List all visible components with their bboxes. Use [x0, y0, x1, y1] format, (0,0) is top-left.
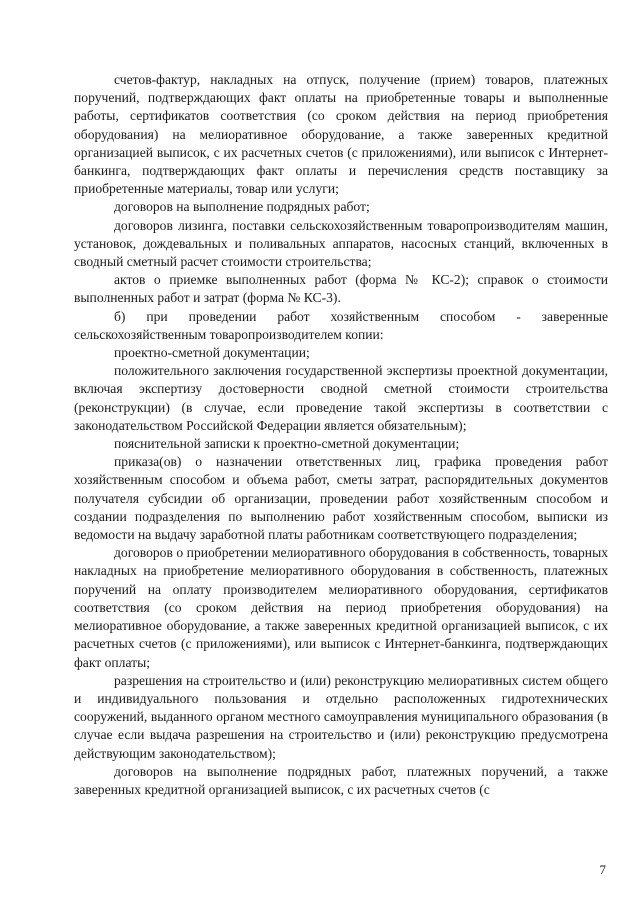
page-number: 7: [599, 862, 606, 877]
paragraph: договоров на выполнение подрядных работ;: [114, 199, 370, 215]
paragraph: разрешения на строительство и (или) реконструкцию мелиоративных систем общего и индивидуального пользования и отдельно расположенных гидротехнических сооружений, выданного органом местного самоуправления муниципального образования (в случае если выдача разрешения на строительство и (или) реконструкцию предусмотрена действующим законодательством);: [74, 672, 608, 761]
paragraph: договоров лизинга, поставки сельскохозяйственным товаропроизводителям машин, установок, дождевальных и поливальных аппаратов, насосных станций, включенных в сводный сметный расчет стоимости строительства;: [74, 217, 608, 270]
paragraph: положительного заключения государственной экспертизы проектной документации, включая экспертизу достоверности сводной сметной стоимости строительства (реконструкции) (в случае, если проведение такой экспертизы в соответствии с законодательством Российской Федерации является обязательным);: [74, 363, 608, 433]
paragraph: договоров о приобретении мелиоративного оборудования в собственность, товарных накладных на приобретение мелиоративного оборудования в собственность, платежных поручений на оплату производителем мелиоративного оборудования, сертификатов соответствия (со сроком действия на период приобретения оборудования) на мелиоративное оборудование, а также заверенных кредитной организацией выписок, с их расчетных счетов (с приложениями), или выписок с Интернет-банкинга, подтверждающих факт оплаты;: [74, 545, 608, 670]
paragraph: пояснительной записки к проектно-сметной документации;: [114, 436, 460, 452]
document-body: [74, 71, 608, 799]
paragraph: актов о приемке выполненных работ (форма № КС-2); справок о стоимости выполненных работ и затрат (форма № КС-3).: [74, 272, 608, 306]
paragraph: счетов-фактур, накладных на отпуск, получение (прием) товаров, платежных поручений, подтверждающих факт оплаты на приобретенные товары и выполненные работы, сертификатов соответствия (со сроком действия на период приобретения оборудования) на мелиоративное оборудование, а также заверенных кредитной организацией выписок, с их расчетных счетов (с приложениями), или выписок с Интернет-банкинга, подтверждающих факт оплаты и перечисления средств поставщику за приобретенные материалы, товар или услуги;: [74, 72, 608, 197]
paragraph: б) при проведении работ хозяйственным способом - заверенные сельскохозяйственным товаропроизводителем копии:: [74, 308, 608, 342]
paragraph: приказа(ов) о назначении ответственных лиц, графика проведения работ хозяйственным способом и объема работ, сметы затрат, распорядительных документов получателя субсидии об организации, проведении работ хозяйственным способом и создании подразделения по выполнению работ хозяйственным способом, выписки из ведомости на выдачу заработной платы работникам соответствующего подразделения;: [74, 454, 608, 543]
paragraph: проектно-сметной документации;: [114, 345, 310, 361]
paragraph: договоров на выполнение подрядных работ, платежных поручений, а также заверенных кредитной организацией выписок, с их расчетных счетов (с: [74, 763, 608, 797]
